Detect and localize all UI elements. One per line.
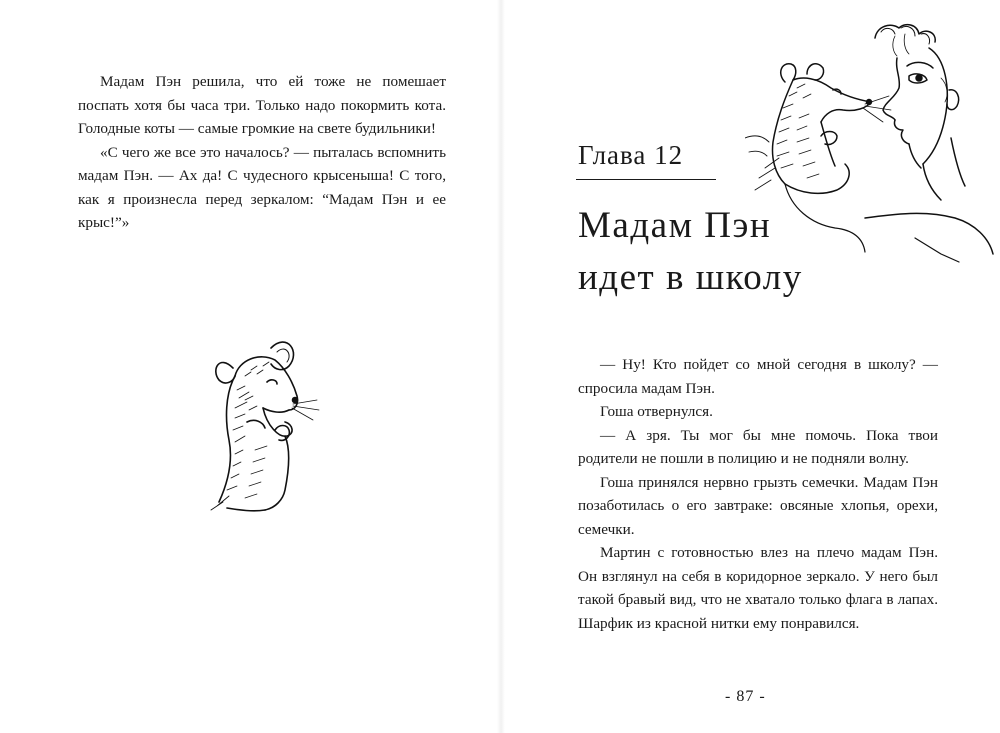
paragraph: Гоша принялся нервно грызть семечки. Мадам Пэн позаботилась о его завтраке: овсяные хлопья, орехи, семечки. bbox=[578, 473, 938, 538]
chapter-divider bbox=[576, 179, 716, 180]
paragraph: «С чего же все это началось? — пыталась вспомнить мадам Пэн. — Ах да! С чудесного крысеныша! С того, как я произнесла перед зеркалом: “Мадам Пэн и ее крыс!”» bbox=[78, 143, 446, 231]
paragraph: Мадам Пэн решила, что ей тоже не помешает поспать хотя бы часа три. Только надо покормить кота. Голодные коты — самые громкие на свете будильники! bbox=[78, 73, 446, 137]
paragraph: — Ну! Кто пойдет со мной сегодня в школу? — спросила мадам Пэн. bbox=[578, 356, 938, 397]
paragraph: Мартин с готовностью влез на плечо мадам Пэн. Он взглянул на себя в коридорное зеркало. У него был такой бравый вид, что не хватало только флага в лапах. Шарфик из красной нитки ему понравился. bbox=[578, 544, 938, 632]
paragraph: — А зря. Ты мог бы мне помочь. Пока твои родители не пошли в полицию и не подняли волну. bbox=[578, 426, 938, 467]
book-gutter bbox=[497, 0, 505, 733]
paragraph: Гоша отвернулся. bbox=[600, 403, 713, 420]
page-number: - 87 - bbox=[725, 688, 766, 705]
left-page-text bbox=[78, 70, 446, 235]
chapter-label: Глава 12 bbox=[578, 140, 684, 170]
chapter-title-line: Мадам Пэн bbox=[578, 205, 772, 246]
rat-sketch-icon bbox=[205, 330, 330, 515]
chapter-title bbox=[578, 200, 803, 304]
right-page-text bbox=[578, 353, 938, 635]
chapter-title-line: идет в школу bbox=[578, 257, 803, 298]
